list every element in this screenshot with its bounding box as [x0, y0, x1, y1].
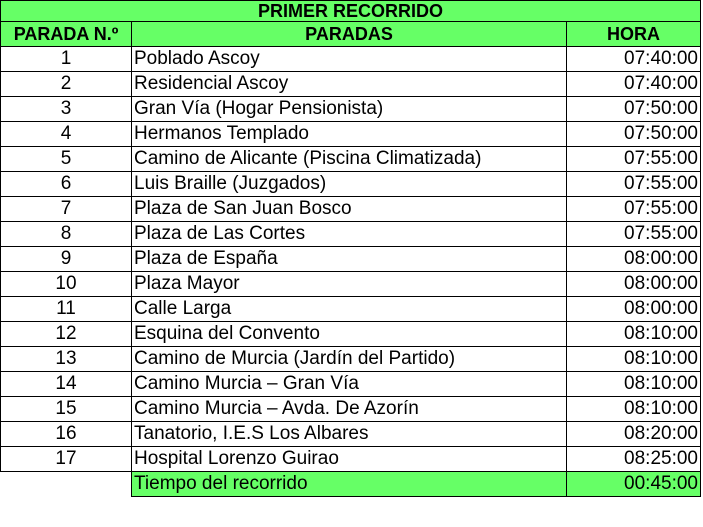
table-row	[1, 47, 701, 72]
stop-number-cell[interactable]: 17	[1, 447, 132, 472]
table-row	[1, 297, 701, 322]
stop-number-cell[interactable]: 14	[1, 372, 132, 397]
table-row	[1, 97, 701, 122]
table-row	[1, 372, 701, 397]
stop-number-cell[interactable]: 12	[1, 322, 132, 347]
stop-name-cell[interactable]: Esquina del Convento	[132, 322, 567, 347]
stop-name-cell[interactable]: Hospital Lorenzo Guirao	[132, 447, 567, 472]
schedule-rows	[1, 47, 701, 472]
stop-name-cell[interactable]: Residencial Ascoy	[132, 72, 567, 97]
stop-number-cell[interactable]: 1	[1, 47, 132, 72]
table-row	[1, 447, 701, 472]
stop-time-cell[interactable]: 08:20:00	[567, 422, 701, 447]
header-stop-number[interactable]: PARADA N.º	[1, 22, 132, 47]
stop-number-cell[interactable]: 2	[1, 72, 132, 97]
stop-name-cell[interactable]: Poblado Ascoy	[132, 47, 567, 72]
header-row	[1, 22, 701, 47]
table-row	[1, 247, 701, 272]
stop-name-cell[interactable]: Hermanos Templado	[132, 122, 567, 147]
stop-name-cell[interactable]: Calle Larga	[132, 297, 567, 322]
table-row	[1, 172, 701, 197]
stop-time-cell[interactable]: 07:40:00	[567, 72, 701, 97]
title-row	[1, 1, 701, 22]
stop-name-cell[interactable]: Gran Vía (Hogar Pensionista)	[132, 97, 567, 122]
stop-number-cell[interactable]: 3	[1, 97, 132, 122]
table-row	[1, 72, 701, 97]
stop-name-cell[interactable]: Camino Murcia – Avda. De Azorín	[132, 397, 567, 422]
stop-number-cell[interactable]: 4	[1, 122, 132, 147]
stop-time-cell[interactable]: 07:55:00	[567, 147, 701, 172]
stop-name-cell[interactable]: Camino Murcia – Gran Vía	[132, 372, 567, 397]
stop-time-cell[interactable]: 08:10:00	[567, 322, 701, 347]
table-row	[1, 222, 701, 247]
stop-time-cell[interactable]: 07:55:00	[567, 197, 701, 222]
table-row	[1, 322, 701, 347]
footer-total-time[interactable]: 00:45:00	[567, 472, 701, 497]
stop-time-cell[interactable]: 08:25:00	[567, 447, 701, 472]
stop-name-cell[interactable]: Plaza de San Juan Bosco	[132, 197, 567, 222]
footer-empty-cell[interactable]	[1, 472, 132, 497]
stop-time-cell[interactable]: 08:10:00	[567, 347, 701, 372]
footer-label[interactable]: Tiempo del recorrido	[132, 472, 567, 497]
header-stops[interactable]: PARADAS	[132, 22, 567, 47]
stop-name-cell[interactable]: Plaza Mayor	[132, 272, 567, 297]
stop-time-cell[interactable]: 08:10:00	[567, 397, 701, 422]
stop-name-cell[interactable]: Camino de Alicante (Piscina Climatizada)	[132, 147, 567, 172]
stop-number-cell[interactable]: 16	[1, 422, 132, 447]
footer-row	[1, 472, 701, 497]
stop-time-cell[interactable]: 08:10:00	[567, 372, 701, 397]
stop-number-cell[interactable]: 10	[1, 272, 132, 297]
stop-number-cell[interactable]: 13	[1, 347, 132, 372]
stop-name-cell[interactable]: Plaza de Las Cortes	[132, 222, 567, 247]
table-row	[1, 272, 701, 297]
table-row	[1, 397, 701, 422]
table-row	[1, 147, 701, 172]
stop-time-cell[interactable]: 07:55:00	[567, 222, 701, 247]
table-title[interactable]: PRIMER RECORRIDO	[1, 1, 701, 22]
table-row	[1, 422, 701, 447]
stop-name-cell[interactable]: Tanatorio, I.E.S Los Albares	[132, 422, 567, 447]
stop-time-cell[interactable]: 08:00:00	[567, 272, 701, 297]
stop-number-cell[interactable]: 7	[1, 197, 132, 222]
stop-number-cell[interactable]: 8	[1, 222, 132, 247]
stop-number-cell[interactable]: 15	[1, 397, 132, 422]
stop-time-cell[interactable]: 08:00:00	[567, 297, 701, 322]
stop-name-cell[interactable]: Camino de Murcia (Jardín del Partido)	[132, 347, 567, 372]
stop-number-cell[interactable]: 11	[1, 297, 132, 322]
stop-name-cell[interactable]: Plaza de España	[132, 247, 567, 272]
stop-name-cell[interactable]: Luis Braille (Juzgados)	[132, 172, 567, 197]
stop-time-cell[interactable]: 07:55:00	[567, 172, 701, 197]
stop-number-cell[interactable]: 9	[1, 247, 132, 272]
stop-time-cell[interactable]: 07:50:00	[567, 97, 701, 122]
stop-number-cell[interactable]: 6	[1, 172, 132, 197]
stop-number-cell[interactable]: 5	[1, 147, 132, 172]
stop-time-cell[interactable]: 07:40:00	[567, 47, 701, 72]
header-time[interactable]: HORA	[567, 22, 701, 47]
table-row	[1, 197, 701, 222]
table-row	[1, 347, 701, 372]
stop-time-cell[interactable]: 07:50:00	[567, 122, 701, 147]
table-row	[1, 122, 701, 147]
stop-time-cell[interactable]: 08:00:00	[567, 247, 701, 272]
